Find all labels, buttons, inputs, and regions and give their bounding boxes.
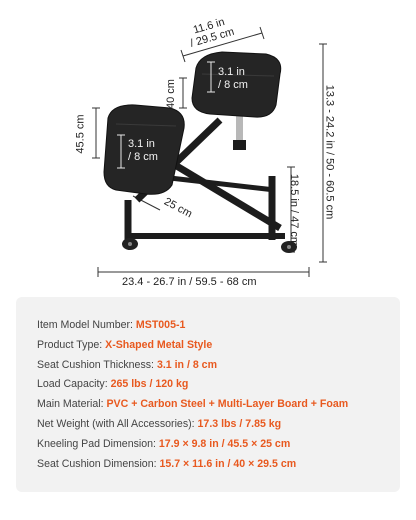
seat-width-label: 11.6 in / 29.5 cm (188, 16, 236, 50)
spec-label: Load Capacity: (37, 378, 111, 391)
spec-row-seat-thickness (37, 356, 348, 376)
spec-value: 17.9 × 9.8 in / 45.5 × 25 cm (158, 437, 291, 450)
spec-row-product-type (37, 336, 348, 356)
total-height-label: 13.3 - 24.2 in / 50 - 60.5 cm (323, 84, 336, 220)
base-length-label: 23.4 - 26.7 in / 59.5 - 68 cm (122, 276, 257, 288)
knee-pad-depth-label: 25 cm (161, 195, 195, 221)
knee-pad-height-label: 45.5 cm (74, 114, 87, 154)
spec-label: Product Type: (37, 338, 106, 351)
spec-row-model (37, 316, 348, 336)
spec-row-material (37, 395, 348, 415)
spec-row-load-capacity (37, 375, 348, 395)
spec-row-seat-cushion (37, 455, 348, 475)
spec-value: 265 lbs / 120 kg (110, 378, 189, 391)
spec-value: 3.1 in / 8 cm (156, 358, 217, 371)
spec-value: PVC + Carbon Steel + Multi-Layer Board + Foam (106, 398, 349, 411)
spec-row-net-weight (37, 415, 348, 435)
spec-list (37, 316, 348, 474)
seat-thickness-label: 3.1 in / 8 cm (218, 66, 248, 91)
spec-value: 17.3 lbs / 7.85 kg (197, 417, 282, 430)
spec-label: Seat Cushion Thickness: (37, 358, 157, 371)
spec-value: X-Shaped Metal Style (105, 338, 213, 351)
seat-depth-label: 40 cm (164, 79, 177, 109)
rear-height-label: 18.5 in / 47 cm (288, 173, 301, 247)
spec-value: 15.7 × 11.6 in / 40 × 29.5 cm (159, 457, 297, 470)
spec-label: Net Weight (with All Accessories): (37, 417, 198, 430)
spec-label: Kneeling Pad Dimension: (37, 437, 159, 450)
spec-value: MST005-1 (135, 319, 186, 331)
spec-label: Item Model Number: (37, 319, 136, 331)
knee-pad-thickness-label: 3.1 in / 8 cm (128, 138, 158, 163)
spec-label: Main Material: (37, 398, 107, 411)
spec-label: Seat Cushion Dimension: (37, 457, 160, 470)
spec-row-kneeling-pad (37, 435, 348, 455)
